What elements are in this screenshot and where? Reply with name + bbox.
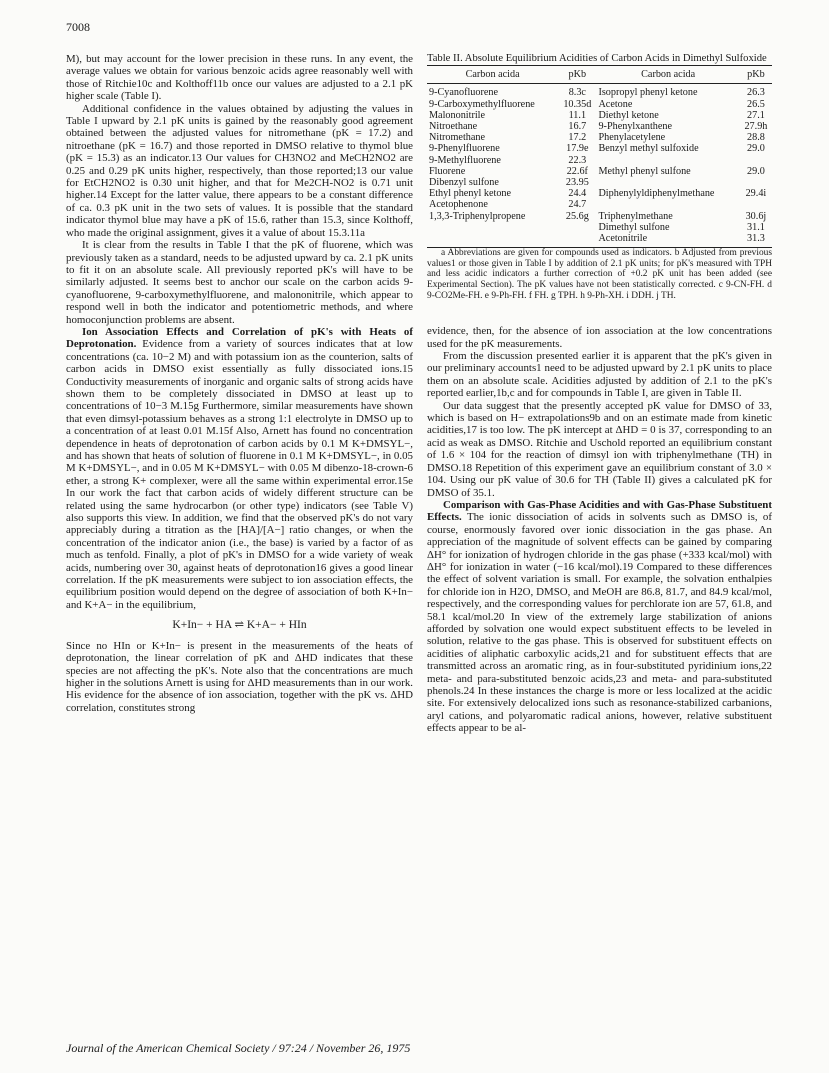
pk-cell: 10.35d xyxy=(563,98,592,110)
acid-cell: Ethyl phenyl ketone xyxy=(429,188,512,200)
pk-cell: 27.1 xyxy=(747,109,765,121)
pk-cell: 26.3 xyxy=(747,87,765,99)
paragraph: M), but may account for the lower precision in these runs. In any event, the average values we obtain for various benzoic acids agree reasonably well with those of Ritchie10c and Kolthoff11b once our values are adjusted to a 2.1 pK higher scale (Table I). xyxy=(66,53,413,103)
pk-cell xyxy=(740,199,772,210)
acid-cell: Acetone xyxy=(598,98,633,110)
pk-cell: 24.7 xyxy=(568,199,587,211)
paragraph: From the discussion presented earlier it is apparent that the pK's given in our preliminary accounts1 need to be adjusted upward by 2.1 pK units to place them on an absolute scale. Acidities adjusted by addition of 2.1 to the pK's reported earlier,1b,c and for compounds in Table I, are given in Table II. xyxy=(427,350,772,400)
page-number: 7008 xyxy=(66,20,90,34)
table-row xyxy=(427,166,772,177)
pk-cell: 17.2 xyxy=(568,132,587,144)
acid-cell: 9-Cyanofluorene xyxy=(429,87,499,99)
pk-cell: 28.8 xyxy=(747,132,765,144)
left-column xyxy=(66,53,413,714)
acid-cell: Methyl phenyl sulfone xyxy=(598,165,691,177)
table-row xyxy=(427,99,772,110)
acid-cell: 1,3,3-Triphenylpropene xyxy=(429,210,526,222)
pk-cell: 31.3 xyxy=(740,233,772,248)
pk-cell: 29.4i xyxy=(745,188,767,200)
pk-cell: 8.3c xyxy=(568,87,586,99)
table-row xyxy=(427,84,772,99)
table-row xyxy=(427,155,772,166)
pk-cell: 24.4 xyxy=(568,188,587,200)
paragraph: Our data suggest that the presently accepted pK value for DMSO of 33, which is based on H− extrapolations9b and on an estimate made from kinetic acidities,17 is too low. The pK intercept at ΔHD = 0 is 37, corresponding to an acid as weak as DMSO. Ritchie and Uschold reported an equilibrium constant of 1.6 × 104 for the reaction of dimsyl ion with triphenylmethane (TH) in DMSO.18 Repetition of this experiment gave an equilibrium constant of 3.0 × 104. Using our pK value of 30.6 for TH (Table II) gives a calculated pK for DMSO of 35.1. xyxy=(427,399,772,499)
pk-cell: 11.1 xyxy=(568,109,587,121)
header-pk-1: pKb xyxy=(558,66,596,84)
acid-cell: 9-Phenylxanthene xyxy=(598,121,673,133)
acid-cell xyxy=(596,199,739,210)
table-row xyxy=(427,143,772,154)
pk-cell: 26.5 xyxy=(747,98,765,110)
header-carbon-acid-2: Carbon acida xyxy=(596,66,739,84)
acid-cell: Acetonitrile xyxy=(596,233,739,248)
acid-cell: Dimethyl sulfone xyxy=(598,221,670,233)
acid-cell: Isopropyl phenyl ketone xyxy=(598,87,698,99)
pk-cell: 16.7 xyxy=(568,121,587,133)
table-header-row xyxy=(427,66,772,84)
acid-cell: Nitromethane xyxy=(429,132,486,144)
paragraph-text: The ionic dissociation of acids in solvents such as DMSO is, of course, enormously favored over ionic dissociation in the gas phase. An appreciation of the magnitude of solvent effects can be gained by comparing ΔH° for ionization of hydrogen chloride in the gas phase (+333 kcal/mol) with ΔH° for ionization in water (−16 kcal/mol).19 Compared to these differences the effect of solvent variation is small. For example, the solvation enthalpies for chloride ion in H2O, DMSO, and MeOH are 86.8, 81.7, and 84.9 kcal/mol, respectively, and the corresponding values for perchlorate ion are 57, 61.8, and 58.1 kcal/mol.20 In view of the extremely large stabilization of anions afforded by solvation one would expect substituent effects to be leveled in solution, relative to the gas phase. This is observed for substituent effects on acidities of aliphatic carboxylic acids,21 and for substituent effects that are transmitted across an aromatic ring, as in four-substituted pyridinium ions,22 meta- and para-substituted benzoic acids,23 and meta- and para-substituted phenols.24 In these instances the charge is more or less localized at the acidic site. For extensively delocalized ions such as resonance-stabilized carbanions, aryl cations, and polyaromatic radical anions, however, relative substituent effects appear to be al- xyxy=(427,511,772,735)
pk-cell: 29.0 xyxy=(747,165,765,177)
pk-cell: 22.6f xyxy=(566,165,588,177)
acid-cell: Phenylacetylene xyxy=(598,132,666,144)
table-footnotes: a Abbreviations are given for compounds used as indicators. b Adjusted from previous values1 or those given in Table I by addition of 2.1 pK units; for pK's measured with TPH and less acidic indicators a further correction of +0.2 pK unit has been added (see Experimental Section). The pK values have not been statistically corrected. c 9-CN-FH. d 9-CO2Me-FH. e 9-Ph-FH. f FH. g TPH. h 9-Ph-XH. i DDH. j TH. xyxy=(427,248,772,301)
table-ii xyxy=(427,53,772,301)
acid-cell: Fluorene xyxy=(429,165,466,177)
pk-cell: 17.9e xyxy=(566,143,589,155)
acidity-table xyxy=(427,65,772,248)
table-row xyxy=(427,177,772,188)
acid-cell: 9-Phenylfluorene xyxy=(429,143,500,155)
paragraph-text: Evidence from a variety of sources indicates that at low concentrations (ca. 10−2 M) and with potassium ion as the counterion, salts of carbon acids in DMSO exist essentially as fully dissociated ions.15 Conductivity measurements of inorganic and organic salts of strong acids have shown them to be completely dissociated in DMSO at least up to concentrations of 10−3 M.15g Furthermore, similar measurements have shown that even dimsyl-potassium behaves as a strong 1:1 electrolyte in DMSO up to a concentration of at least 0.01 M.15f Also, Arnett has found no concentration dependence in heats of deprotonation of carbon acids by 0.1 M K+DMSYL−, and has shown that heats of solution of fluorene in 0.1 M K+DMSYL−, in 0.05 M K+DMSYL−, and in 0.05 M K+DMSYL− with 0.05 M dibenzo-18-crown-6 ether, a strong K+ complexer, were all the same within experimental error.15e In our work the fact that carbon acids of widely different structure can be related using the same hydrocarbon (or other type) indicators (see Table V) also supports this view. In addition, we find that the observed pK's do not vary appreciably during a titration as the [HA]/[A−] ratio changes, or when the concentration of the indicator anion (i.e., the base) is varied by a factor of as much as tenfold. Finally, a plot of pK's in DMSO for a wide variety of weak acids, numbering over 30, against heats of deprotonation16 gives a good linear correlation. If the pK measurements were subject to ion association effects, the equilibrium position would depend on the degree of association of both K+In− and K+A− in the equilibrium, xyxy=(66,338,413,611)
header-carbon-acid-1: Carbon acida xyxy=(427,66,558,84)
pk-cell xyxy=(558,222,596,233)
acid-cell: Diethyl ketone xyxy=(598,109,659,121)
table-row xyxy=(427,188,772,199)
paragraph: Since no HIn or K+In− is present in the measurements of the heats of deprotonation, the linear correlation of pK and ΔHD indicates that these species are not affecting the pK's. Note also that the concentrations are much higher in the solutions Arnett is using for ΔHD measurements than in our work. His evidence for the absence of ion association, together with the pK vs. ΔHD correlation, constitutes strong xyxy=(66,639,413,714)
pk-cell: 25.6g xyxy=(565,210,589,222)
acid-cell: 9-Methylfluorene xyxy=(429,154,501,166)
journal-footer: Journal of the American Chemical Society / 97:24 / November 26, 1975 xyxy=(66,1041,411,1055)
paragraph: Additional confidence in the values obtained by adjusting the values in Table I upward by 2.1 pK units is gained by the reasonably good agreement obtained between the adjusted values for nitromethane (pK = 17.2) and nitroethane (pK = 16.7) and those reported in DMSO relative to thymol blue (pK = 15.3) as an indicator.13 Our values for CH3NO2 and MeCH2NO2 are 0.25 and 0.29 pK units higher, respectively, than those reported;13 our value for EtCH2NO2 is 0.30 unit higher, and that for Me2CH-NO2 is 0.71 unit higher.14 Except for the latter value, there appears to be a constant difference of ca. 0.3 pK unit in the two sets of values. It is possible that the standard indicator thymol blue may have a pK of 15.6, rather than 15.3, since Kolthoff, who made the original assignment, gives it a value of about 15.3.11a xyxy=(66,102,413,239)
right-text xyxy=(427,325,772,734)
acid-cell: Benzyl methyl sulfoxide xyxy=(598,143,699,155)
right-column xyxy=(427,53,772,735)
paragraph xyxy=(66,326,413,611)
acid-cell: Malononitrile xyxy=(429,109,486,121)
pk-cell: 30.6j xyxy=(745,210,767,222)
acid-cell: Triphenylmethane xyxy=(598,210,673,222)
acid-cell: Nitroethane xyxy=(429,121,478,133)
pk-cell: 27.9h xyxy=(744,121,768,133)
acid-cell: 9-Carboxymethylfluorene xyxy=(429,98,535,110)
header-pk-2: pKb xyxy=(740,66,772,84)
acid-cell xyxy=(427,233,558,248)
acid-cell: Diphenylyldiphenylmethane xyxy=(598,188,715,200)
table-row xyxy=(427,110,772,121)
acid-cell xyxy=(596,177,739,188)
acid-cell xyxy=(596,155,739,166)
table-row xyxy=(427,211,772,222)
table-title: Table II. Absolute Equilibrium Acidities of Carbon Acids in Dimethyl Sulfoxide xyxy=(427,53,767,64)
paragraph: It is clear from the results in Table I that the pK of fluorene, which was previously taken as a standard, needs to be adjusted upward by ca. 2.1 pK units to fit it on an absolute scale. All previously reported pK's will have to be similarly adjusted. It seems best to anchor our scale on the carbon acids 9-cyanofluorene, 9-carboxymethylfluorene, and malononitrile, which appear to respond well in both the indicator and potentiometric methods, and where homoconjunction problems are absent. xyxy=(66,239,413,326)
pk-cell: 22.3 xyxy=(568,154,587,166)
table-body xyxy=(427,84,772,248)
table-row xyxy=(427,132,772,143)
pk-cell xyxy=(740,155,772,166)
table-row xyxy=(427,222,772,233)
equation: K+In− + HA ⇌ K+A− + HIn xyxy=(172,619,307,632)
pk-cell xyxy=(740,177,772,188)
pk-cell: 31.1 xyxy=(747,221,765,233)
section-heading: Comparison with Gas-Phase Acidities and with Gas-Phase Substituent Effects. xyxy=(427,498,772,524)
pk-cell xyxy=(558,233,596,248)
acid-cell: Dibenzyl sulfone xyxy=(429,177,499,189)
paragraph xyxy=(427,499,772,735)
acid-cell: Acetophenone xyxy=(429,199,488,211)
acid-cell xyxy=(427,222,558,233)
pk-cell: 23.95 xyxy=(565,177,589,189)
table-row xyxy=(427,121,772,132)
table-row xyxy=(427,233,772,248)
pk-cell: 29.0 xyxy=(747,143,765,155)
table-row xyxy=(427,199,772,210)
section-heading: Ion Association Effects and Correlation of pK's with Heats of Deprotonation. xyxy=(66,325,413,351)
paragraph: evidence, then, for the absence of ion association at the low concentrations used for the pK measurements. xyxy=(427,325,772,350)
